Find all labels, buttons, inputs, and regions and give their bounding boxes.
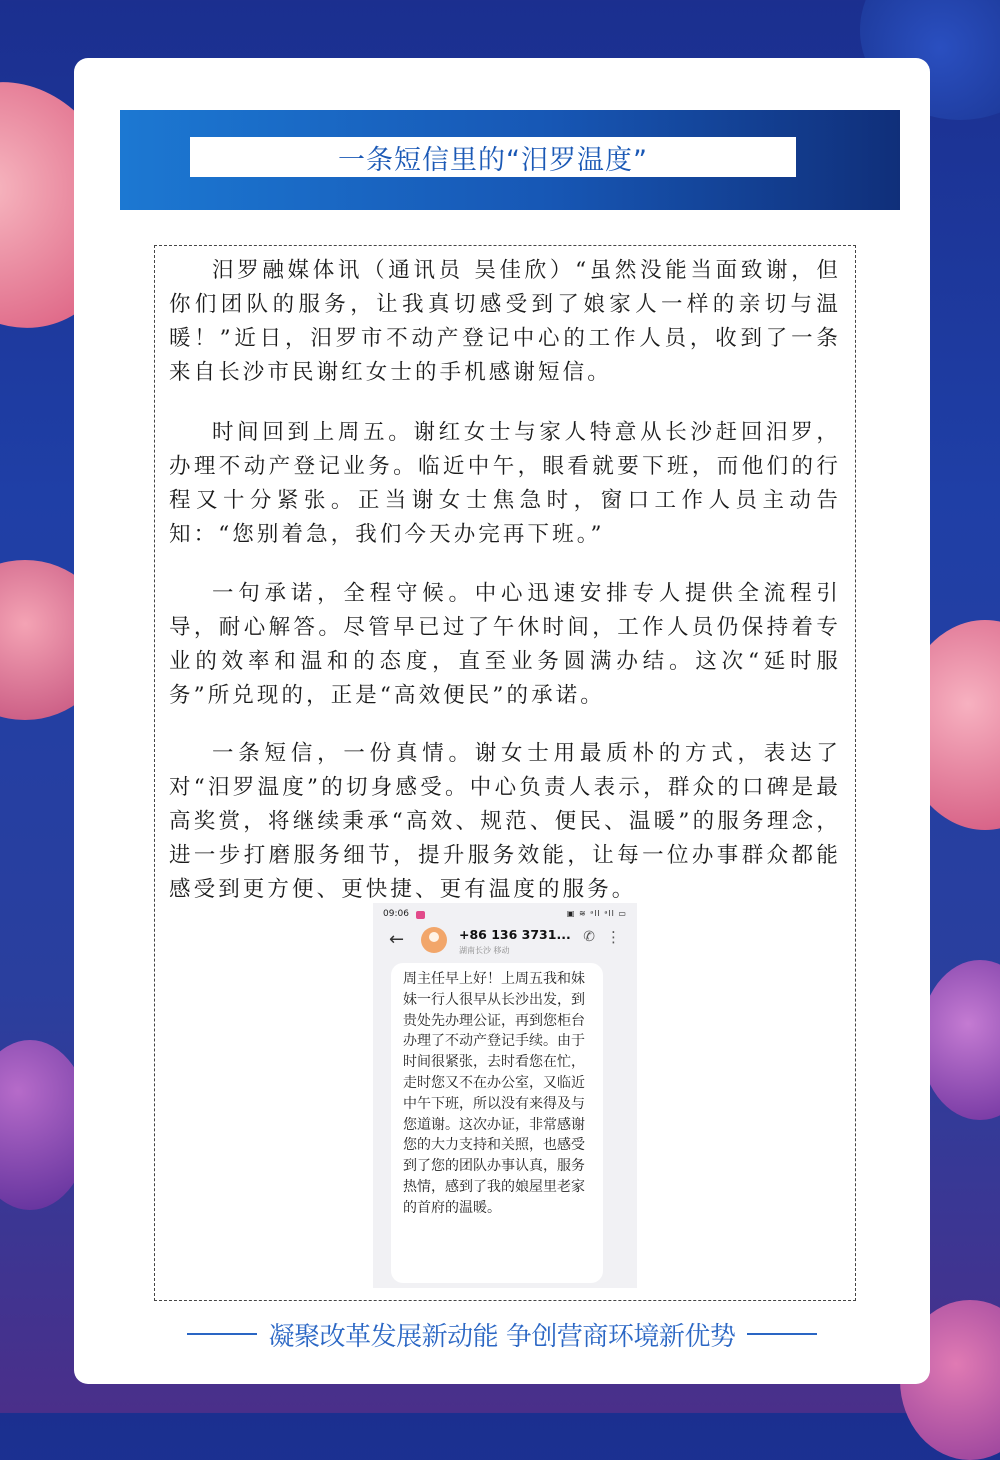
sms-screenshot [373,903,637,1288]
slogan [134,1314,870,1354]
status-time: 09:06 [383,909,409,919]
phone-call-icon[interactable]: ✆ [583,929,595,945]
divider-line [747,1333,817,1335]
contact-number: +86 136 3731... [459,927,571,942]
divider-line [187,1333,257,1335]
message-text: 周主任早上好！上周五我和妹妹一行人很早从长沙出发，到贵处先办理公证，再到您柜台办理了不动产登记手续。由于时间很紧张，去时看您在忙，走时您又不在办公室，又临近中午下班，所以没有来得及与您道谢。这次办证，非常感谢您的大力支持和关照，也感受到了您的团队办事认真，服务热情，感到了我的娘屋里老家的首府的温暖。 [403,971,585,1216]
signal-icon: ▣ ≋ ᵃll ᵃll ▭ [566,909,627,918]
article-paragraph: 汨罗融媒体讯（通讯员 吴佳欣）“虽然没能当面致谢，但你们团队的服务，让我真切感受到了娘家人一样的亲切与温暖！”近日，汨罗市不动产登记中心的工作人员，收到了一条来自长沙市民谢红女士的手机感谢短信。 [169,258,841,385]
title-box [190,137,796,177]
avatar-icon [421,927,447,953]
title-banner [120,110,900,210]
back-arrow-icon[interactable]: ← [389,929,405,950]
message-header [373,925,637,961]
status-bar [383,909,627,923]
page-title: 一条短信里的“汨罗温度” [338,144,648,176]
slogan-text: 凝聚改革发展新动能 争创营商环境新优势 [268,1321,736,1352]
notification-icon [416,911,425,919]
contact-location: 湖南长沙 移动 [459,946,510,955]
content-card [74,58,930,1384]
article-paragraph: 时间回到上周五。谢红女士与家人特意从长沙赶回汨罗，办理不动产登记业务。临近中午，眼看就要下班，而他们的行程又十分紧张。正当谢女士焦急时，窗口工作人员主动告知：“您别着急，我们今天办完再下班。” [169,420,841,547]
article-paragraph: 一句承诺，全程守候。中心迅速安排专人提供全流程引导，耐心解答。尽管早已过了午休时间，工作人员仍保持着专业的效率和温和的态度，直至业务圆满办结。这次“延时服务”所兑现的，正是“高效便民”的承诺。 [169,581,841,708]
more-options-icon[interactable]: ⋮ [606,928,621,946]
article-frame [154,245,856,1301]
message-bubble [391,963,603,1283]
decor-blob [920,960,1000,1120]
article-paragraph: 一条短信，一份真情。谢女士用最质朴的方式，表达了对“汨罗温度”的切身感受。中心负责人表示，群众的口碑是最高奖赏，将继续秉承“高效、规范、便民、温暖”的服务理念，进一步打磨服务细节，提升服务效能，让每一位办事群众都能感受到更方便、更快捷、更有温度的服务。 [169,741,841,902]
